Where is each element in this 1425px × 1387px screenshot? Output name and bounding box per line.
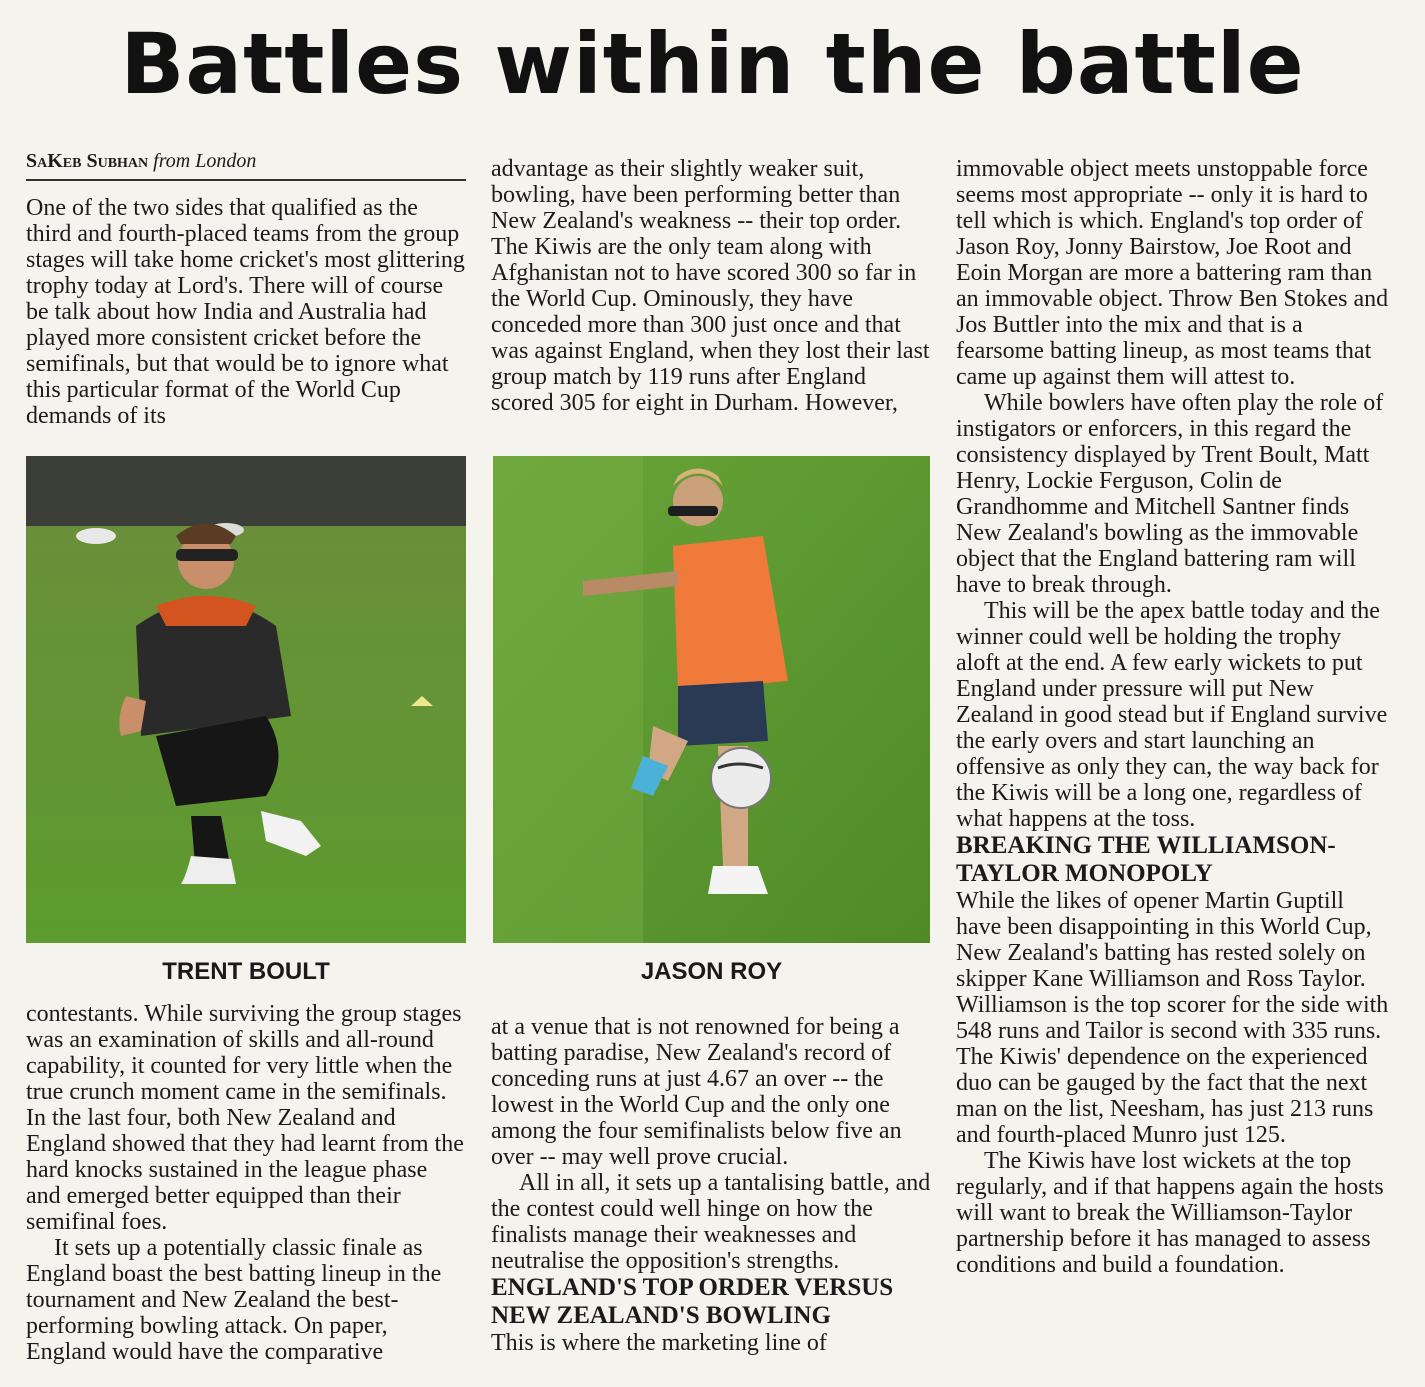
article-paragraph: This is where the marketing line of xyxy=(491,1330,827,1356)
article-paragraph: The Kiwis have lost wickets at the top regularly, and if that happens again the hosts will want to break the Williamson-Taylor partnership before it has managed to assess conditions and build a foundation. xyxy=(956,1148,1384,1278)
subheading-williamson-taylor: BREAKING THE WILLIAMSON-TAYLOR MONOPOLY xyxy=(956,832,1336,887)
article-paragraph: advantage as their slightly weaker suit, bowling, have been performing better than New Zealand's weakness -- their top order. The Kiwis are the only team along with Afghanistan not to have scored 300 so far in the World Cup. Ominously, they have conceded more than 300 just once and that was against England, when they lost their last group match by 119 runs after England scored 305 for eight in Durham. However, xyxy=(491,156,930,416)
photo-trent-boult xyxy=(26,456,466,943)
byline xyxy=(26,150,466,181)
trent-boult-image xyxy=(26,456,466,943)
column-3 xyxy=(956,156,1391,1278)
byline-location: from London xyxy=(153,150,257,172)
article-paragraph: contestants. While surviving the group stages was an examination of skills and all-round capability, it counted for very little when the true crunch moment came in the semifinals. In the last four, both New Zealand and England showed that they had learnt from the hard knocks sustained in the league phase and emerged better equipped than their semifinal foes. xyxy=(26,1001,464,1235)
caption-left: TRENT BOULT xyxy=(162,958,330,985)
article-paragraph: While the likes of opener Martin Guptill have been disappointing in this World Cup, New Zealand's batting has rested solely on skipper Kane Williamson and Ross Taylor. Williamson is the top scorer for the side with 548 runs and Tailor is second with 335 runs. The Kiwis' dependence on the experienced duo can be gauged by the fact that the next man on the list, Neesham, has just 213 runs and fourth-placed Munro just 125. xyxy=(956,888,1389,1148)
article-paragraph: at a venue that is not renowned for being a batting paradise, New Zealand's record of conceding runs at just 4.67 an over -- the lowest in the World Cup and the only one among the four semifinalists below five an over -- may well prove crucial. xyxy=(491,1014,902,1170)
byline-author: SaKeb Subhan xyxy=(26,150,149,172)
article-intro: One of the two sides that qualified as the third and fourth-placed teams from the group stages will take home cricket's most glittering trophy today at Lord's. There will of course be talk about how India and Australia had played more consistent cricket before the semifinals, but that would be to ignore what this particular format of the World Cup demands of its xyxy=(26,195,465,429)
column-2-bottom xyxy=(491,1014,931,1356)
photo-jason-roy xyxy=(493,456,930,943)
article-paragraph: It sets up a potentially classic finale as England boast the best batting lineup in the tournament and New Zealand the best-performing bowling attack. On paper, England would have the comparative xyxy=(26,1235,442,1365)
article-paragraph: This will be the apex battle today and the winner could well be holding the trophy aloft at the end. A few early wickets to put England under pressure will put New Zealand in good stead but if England survive the early overs and start launching an offensive as only they can, the way back for the Kiwis will be a long one, regardless of what happens at the toss. xyxy=(956,598,1388,832)
headline: Battles within the battle xyxy=(120,15,1305,113)
column-1-top xyxy=(26,150,466,429)
article-paragraph: immovable object meets unstoppable force seems most appropriate -- only it is hard to tell which is which. England's top order of Jason Roy, Jonny Bairstow, Joe Root and Eoin Morgan are more a battering ram than an immovable object. Throw Ben Stokes and Jos Buttler into the mix and that is a fearsome batting lineup, as most teams that came up against them will attest to. xyxy=(956,156,1389,390)
jason-roy-image xyxy=(493,456,930,943)
column-1-bottom xyxy=(26,1001,466,1365)
subheading-england-top-order: ENGLAND'S TOP ORDER VERSUS NEW ZEALAND'S BOWLING xyxy=(491,1274,894,1329)
column-2-top xyxy=(491,156,931,416)
caption-right: JASON ROY xyxy=(640,958,783,985)
article-paragraph: All in all, it sets up a tantalising battle, and the contest could well hinge on how the finalists manage their weaknesses and neutralise the opposition's strengths. xyxy=(491,1170,931,1274)
article-paragraph: While bowlers have often play the role of instigators or enforcers, in this regard the consistency displayed by Trent Boult, Matt Henry, Lockie Ferguson, Colin de Grandhomme and Mitchell Santner finds New Zealand's bowling as the immovable object that the England battering ram will have to break through. xyxy=(956,390,1384,598)
